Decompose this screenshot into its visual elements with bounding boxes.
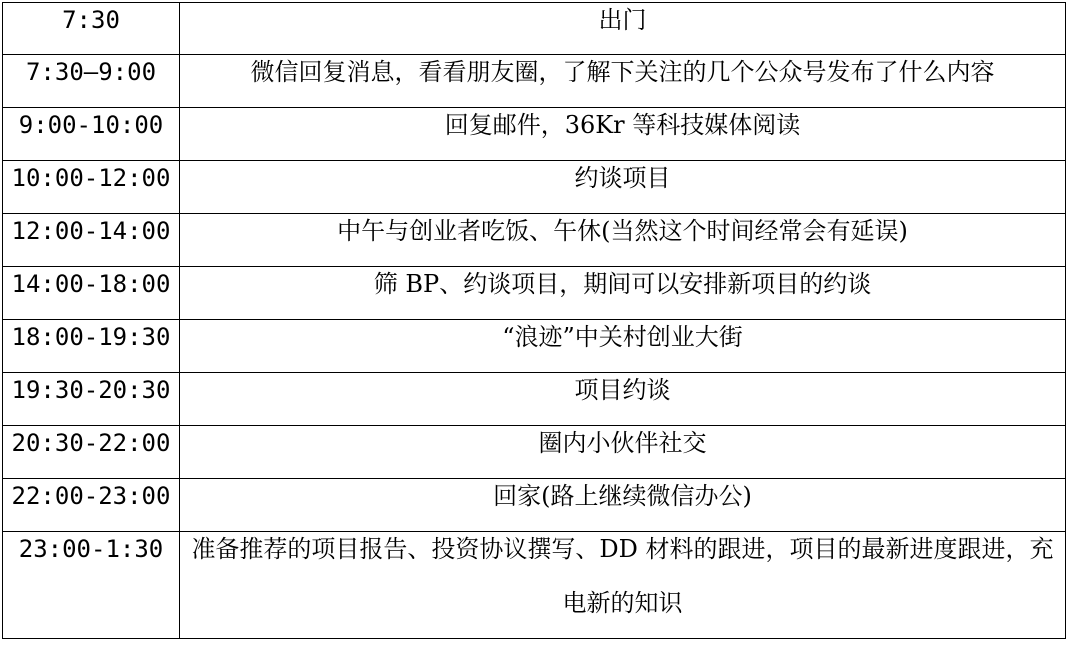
table-row [3, 108, 1066, 161]
table-row [3, 426, 1066, 479]
activity-cell: 项目约谈 [180, 373, 1066, 426]
activity-cell: 微信回复消息，看看朋友圈，了解下关注的几个公众号发布了什么内容 [180, 55, 1066, 108]
activity-cell [180, 532, 1066, 639]
time-cell: 10:00-12:00 [3, 161, 180, 214]
table-row [3, 214, 1066, 267]
table-row [3, 373, 1066, 426]
time-cell: 7:30 [3, 3, 180, 55]
time-cell: 12:00-14:00 [3, 214, 180, 267]
daily-schedule-table [2, 2, 1066, 639]
activity-cell: 中午与创业者吃饭、午休(当然这个时间经常会有延误) [180, 214, 1066, 267]
activity-text: 准备推荐的项目报告、投资协议撰写、DD 材料的跟进，项目的最新进度跟进，充电新的知识 [191, 535, 1054, 617]
time-cell: 14:00-18:00 [3, 267, 180, 320]
table-row [3, 532, 1066, 639]
table-row [3, 55, 1066, 108]
time-cell: 22:00-23:00 [3, 479, 180, 532]
time-cell: 23:00-1:30 [3, 532, 180, 639]
time-cell: 9:00-10:00 [3, 108, 180, 161]
time-cell: 19:30-20:30 [3, 373, 180, 426]
time-cell: 18:00-19:30 [3, 320, 180, 373]
activity-cell: 约谈项目 [180, 161, 1066, 214]
table-row [3, 267, 1066, 320]
activity-cell: “浪迹”中关村创业大街 [180, 320, 1066, 373]
table-row [3, 320, 1066, 373]
table-row [3, 3, 1066, 55]
activity-cell: 圈内小伙伴社交 [180, 426, 1066, 479]
activity-cell: 回家(路上继续微信办公) [180, 479, 1066, 532]
activity-cell: 筛 BP、约谈项目，期间可以安排新项目的约谈 [180, 267, 1066, 320]
table-row [3, 161, 1066, 214]
time-cell: 20:30-22:00 [3, 426, 180, 479]
activity-cell: 出门 [180, 3, 1066, 55]
time-cell: 7:30—9:00 [3, 55, 180, 108]
activity-cell: 回复邮件，36Kr 等科技媒体阅读 [180, 108, 1066, 161]
